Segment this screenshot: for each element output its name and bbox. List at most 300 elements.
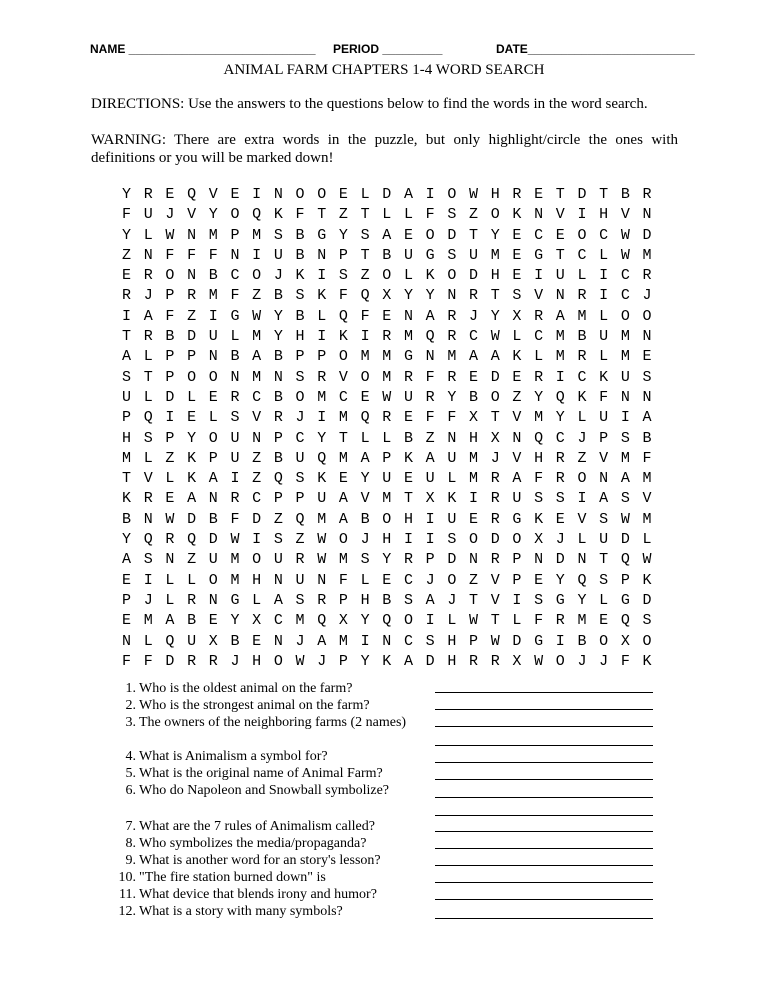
grid-letter[interactable]: U [143,206,153,224]
grid-letter[interactable]: A [425,307,435,325]
grid-letter[interactable]: T [122,328,132,346]
grid-letter[interactable]: W [317,531,327,549]
grid-letter[interactable]: T [555,246,565,264]
grid-letter[interactable]: Y [555,571,565,589]
grid-letter[interactable]: N [230,368,240,386]
grid-letter[interactable]: H [469,429,479,447]
grid-letter[interactable]: X [512,307,522,325]
grid-letter[interactable]: Q [187,531,197,549]
grid-letter[interactable]: K [425,267,435,285]
grid-letter[interactable]: D [447,226,457,244]
grid-letter[interactable]: R [187,652,197,670]
grid-letter[interactable]: Z [273,510,283,528]
grid-letter[interactable]: V [512,409,522,427]
grid-letter[interactable]: X [252,612,262,630]
grid-letter[interactable]: O [403,612,413,630]
grid-letter[interactable]: P [273,429,283,447]
grid-letter[interactable]: V [338,368,348,386]
grid-letter[interactable]: U [273,246,283,264]
grid-letter[interactable]: R [425,388,435,406]
grid-letter[interactable]: J [555,531,565,549]
grid-letter[interactable]: N [403,307,413,325]
grid-letter[interactable]: A [187,490,197,508]
grid-letter[interactable]: T [490,409,500,427]
grid-letter[interactable]: I [208,307,218,325]
grid-letter[interactable]: V [512,449,522,467]
grid-letter[interactable]: W [165,226,175,244]
grid-letter[interactable]: N [230,246,240,264]
grid-letter[interactable]: C [403,571,413,589]
grid-letter[interactable]: S [122,368,132,386]
grid-letter[interactable]: O [555,652,565,670]
grid-letter[interactable]: A [165,612,175,630]
grid-letter[interactable]: C [534,328,544,346]
grid-letter[interactable]: F [620,652,630,670]
answer-blank[interactable] [435,692,653,693]
grid-letter[interactable]: Q [620,551,630,569]
grid-letter[interactable]: C [338,388,348,406]
grid-letter[interactable]: O [252,267,262,285]
grid-letter[interactable]: P [382,449,392,467]
grid-letter[interactable]: H [490,267,500,285]
grid-letter[interactable]: M [208,287,218,305]
grid-letter[interactable]: O [252,551,262,569]
grid-letter[interactable]: N [143,246,153,264]
grid-letter[interactable]: T [555,186,565,203]
grid-letter[interactable]: E [403,226,413,244]
grid-letter[interactable]: M [490,246,500,264]
grid-letter[interactable]: S [512,287,522,305]
grid-letter[interactable]: Y [403,287,413,305]
grid-letter[interactable]: O [382,510,392,528]
grid-letter[interactable]: Q [577,571,587,589]
grid-letter[interactable]: D [187,328,197,346]
grid-letter[interactable]: U [599,531,609,549]
grid-letter[interactable]: Z [165,449,175,467]
grid-letter[interactable]: R [230,388,240,406]
grid-letter[interactable]: E [208,388,218,406]
grid-letter[interactable]: B [165,328,175,346]
grid-letter[interactable]: K [187,470,197,488]
grid-letter[interactable]: B [620,186,630,203]
grid-letter[interactable]: P [338,591,348,609]
grid-letter[interactable]: L [447,612,457,630]
grid-letter[interactable]: K [447,490,457,508]
grid-letter[interactable]: Y [425,287,435,305]
grid-letter[interactable]: R [382,328,392,346]
grid-letter[interactable]: T [317,206,327,224]
grid-letter[interactable]: J [490,449,500,467]
grid-letter[interactable]: C [252,490,262,508]
grid-letter[interactable]: D [469,267,479,285]
grid-letter[interactable]: M [447,348,457,366]
grid-letter[interactable]: G [230,307,240,325]
grid-letter[interactable]: L [642,531,652,549]
grid-letter[interactable]: L [143,226,153,244]
grid-letter[interactable]: U [187,632,197,650]
grid-letter[interactable]: S [642,612,652,630]
grid-letter[interactable]: R [143,267,153,285]
grid-letter[interactable]: B [208,510,218,528]
grid-letter[interactable]: L [534,348,544,366]
grid-letter[interactable]: E [512,267,522,285]
grid-letter[interactable]: H [360,591,370,609]
grid-letter[interactable]: A [403,652,413,670]
grid-letter[interactable]: K [122,490,132,508]
grid-letter[interactable]: E [382,307,392,325]
grid-letter[interactable]: D [555,551,565,569]
grid-letter[interactable]: L [230,328,240,346]
grid-letter[interactable]: Q [252,206,262,224]
grid-letter[interactable]: E [252,632,262,650]
grid-letter[interactable]: E [512,368,522,386]
grid-letter[interactable]: Q [360,409,370,427]
grid-letter[interactable]: Q [143,409,153,427]
grid-letter[interactable]: P [338,246,348,264]
grid-letter[interactable]: M [208,226,218,244]
grid-letter[interactable]: F [122,652,132,670]
grid-letter[interactable]: R [512,186,522,203]
grid-letter[interactable]: R [642,186,652,203]
grid-letter[interactable]: I [252,246,262,264]
grid-letter[interactable]: G [534,246,544,264]
grid-letter[interactable]: E [642,348,652,366]
grid-letter[interactable]: Z [469,571,479,589]
grid-letter[interactable]: W [382,388,392,406]
grid-letter[interactable]: N [447,429,457,447]
grid-letter[interactable]: N [534,551,544,569]
grid-letter[interactable]: J [447,591,457,609]
grid-letter[interactable]: O [577,470,587,488]
answer-blank[interactable] [435,797,653,798]
grid-letter[interactable]: E [122,571,132,589]
grid-letter[interactable]: N [317,246,327,264]
grid-letter[interactable]: S [534,591,544,609]
grid-letter[interactable]: J [143,287,153,305]
grid-letter[interactable]: V [642,490,652,508]
grid-letter[interactable]: I [512,591,522,609]
grid-letter[interactable]: D [577,186,587,203]
grid-letter[interactable]: M [469,470,479,488]
grid-letter[interactable]: O [360,368,370,386]
grid-letter[interactable]: V [490,571,500,589]
grid-letter[interactable]: M [534,409,544,427]
grid-letter[interactable]: S [143,429,153,447]
grid-letter[interactable]: C [469,328,479,346]
grid-letter[interactable]: M [338,449,348,467]
grid-letter[interactable]: O [165,267,175,285]
grid-letter[interactable]: P [230,226,240,244]
grid-letter[interactable]: Z [295,531,305,549]
grid-letter[interactable]: R [555,612,565,630]
grid-letter[interactable]: O [642,632,652,650]
grid-letter[interactable]: Y [534,388,544,406]
grid-letter[interactable]: Z [469,206,479,224]
grid-letter[interactable]: A [620,470,630,488]
grid-letter[interactable]: O [295,388,305,406]
grid-letter[interactable]: J [469,307,479,325]
grid-letter[interactable]: E [469,368,479,386]
grid-letter[interactable]: I [252,531,262,549]
grid-letter[interactable]: R [555,470,565,488]
grid-letter[interactable]: K [295,267,305,285]
answer-blank[interactable] [435,779,653,780]
grid-letter[interactable]: U [403,388,413,406]
grid-letter[interactable]: S [555,490,565,508]
grid-letter[interactable]: P [165,368,175,386]
grid-letter[interactable]: K [642,571,652,589]
grid-letter[interactable]: E [555,226,565,244]
grid-letter[interactable]: D [208,531,218,549]
grid-letter[interactable]: X [534,531,544,549]
grid-letter[interactable]: B [382,591,392,609]
grid-letter[interactable]: F [360,307,370,325]
grid-letter[interactable]: N [208,591,218,609]
grid-letter[interactable]: C [577,246,587,264]
grid-letter[interactable]: R [187,287,197,305]
grid-letter[interactable]: R [187,591,197,609]
grid-letter[interactable]: D [512,632,522,650]
grid-letter[interactable]: F [599,388,609,406]
grid-letter[interactable]: L [599,246,609,264]
grid-letter[interactable]: M [338,551,348,569]
grid-letter[interactable]: D [490,368,500,386]
grid-letter[interactable]: T [490,287,500,305]
grid-letter[interactable]: X [469,409,479,427]
grid-letter[interactable]: O [208,368,218,386]
grid-letter[interactable]: U [447,510,457,528]
grid-letter[interactable]: K [403,449,413,467]
grid-letter[interactable]: H [490,186,500,203]
grid-letter[interactable]: O [230,206,240,224]
grid-letter[interactable]: B [122,510,132,528]
grid-letter[interactable]: R [534,368,544,386]
grid-letter[interactable]: I [360,328,370,346]
grid-letter[interactable]: J [577,429,587,447]
grid-letter[interactable]: O [577,226,587,244]
grid-letter[interactable]: Y [187,429,197,447]
grid-letter[interactable]: H [252,652,262,670]
grid-letter[interactable]: M [642,510,652,528]
grid-letter[interactable]: F [208,246,218,264]
grid-letter[interactable]: R [230,490,240,508]
grid-letter[interactable]: U [620,368,630,386]
grid-letter[interactable]: M [642,246,652,264]
grid-letter[interactable]: C [620,267,630,285]
grid-letter[interactable]: W [620,246,630,264]
grid-letter[interactable]: L [447,470,457,488]
answer-blank[interactable] [435,882,653,883]
grid-letter[interactable]: K [317,470,327,488]
answer-blank[interactable] [435,762,653,763]
grid-letter[interactable]: L [360,571,370,589]
grid-letter[interactable]: A [208,470,218,488]
grid-letter[interactable]: F [165,307,175,325]
grid-letter[interactable]: R [122,287,132,305]
answer-blank[interactable] [435,831,653,832]
grid-letter[interactable]: N [187,226,197,244]
grid-letter[interactable]: P [273,490,283,508]
grid-letter[interactable]: F [165,246,175,264]
grid-letter[interactable]: M [382,368,392,386]
grid-letter[interactable]: O [295,186,305,203]
grid-letter[interactable]: B [273,388,283,406]
grid-letter[interactable]: O [447,571,457,589]
grid-letter[interactable]: U [122,388,132,406]
grid-letter[interactable]: M [577,307,587,325]
grid-letter[interactable]: H [599,206,609,224]
grid-letter[interactable]: U [230,449,240,467]
grid-letter[interactable]: R [403,551,413,569]
grid-letter[interactable]: C [230,267,240,285]
grid-letter[interactable]: L [317,307,327,325]
grid-letter[interactable]: Z [577,449,587,467]
grid-letter[interactable]: U [230,429,240,447]
grid-letter[interactable]: T [122,470,132,488]
grid-letter[interactable]: J [425,571,435,589]
grid-letter[interactable]: B [230,632,240,650]
grid-letter[interactable]: R [490,490,500,508]
grid-letter[interactable]: Z [425,429,435,447]
grid-letter[interactable]: F [425,368,435,386]
grid-letter[interactable]: M [382,490,392,508]
grid-letter[interactable]: N [208,490,218,508]
grid-letter[interactable]: H [447,652,457,670]
grid-letter[interactable]: A [360,449,370,467]
grid-letter[interactable]: N [642,206,652,224]
grid-letter[interactable]: N [273,186,283,203]
grid-letter[interactable]: A [338,490,348,508]
grid-letter[interactable]: C [599,226,609,244]
grid-letter[interactable]: E [338,470,348,488]
grid-letter[interactable]: X [338,612,348,630]
grid-letter[interactable]: G [620,591,630,609]
grid-letter[interactable]: Q [165,632,175,650]
grid-letter[interactable]: M [620,449,630,467]
grid-letter[interactable]: U [382,470,392,488]
grid-letter[interactable]: F [143,652,153,670]
grid-letter[interactable]: N [208,348,218,366]
grid-letter[interactable]: L [252,591,262,609]
grid-letter[interactable]: A [143,307,153,325]
grid-letter[interactable]: Y [273,328,283,346]
grid-letter[interactable]: L [143,388,153,406]
grid-letter[interactable]: E [534,571,544,589]
grid-letter[interactable]: U [208,551,218,569]
grid-letter[interactable]: A [555,307,565,325]
grid-letter[interactable]: G [403,348,413,366]
grid-letter[interactable]: A [338,510,348,528]
grid-letter[interactable]: E [122,612,132,630]
grid-letter[interactable]: B [382,246,392,264]
grid-letter[interactable]: B [273,287,283,305]
grid-letter[interactable]: G [425,246,435,264]
grid-letter[interactable]: S [295,470,305,488]
grid-letter[interactable]: B [403,429,413,447]
grid-letter[interactable]: S [295,591,305,609]
grid-letter[interactable]: B [295,226,305,244]
grid-letter[interactable]: I [425,612,435,630]
grid-letter[interactable]: Y [447,388,457,406]
grid-letter[interactable]: W [295,652,305,670]
grid-letter[interactable]: R [447,328,457,346]
grid-letter[interactable]: U [295,571,305,589]
grid-letter[interactable]: O [338,348,348,366]
grid-letter[interactable]: E [208,612,218,630]
grid-letter[interactable]: U [512,490,522,508]
grid-letter[interactable]: G [534,632,544,650]
grid-letter[interactable]: T [360,206,370,224]
grid-letter[interactable]: R [490,652,500,670]
grid-letter[interactable]: G [317,226,327,244]
grid-letter[interactable]: Y [230,612,240,630]
grid-letter[interactable]: I [317,328,327,346]
grid-letter[interactable]: Y [490,226,500,244]
grid-letter[interactable]: D [165,652,175,670]
grid-letter[interactable]: S [360,551,370,569]
grid-letter[interactable]: P [425,551,435,569]
grid-letter[interactable]: X [512,652,522,670]
grid-letter[interactable]: I [425,531,435,549]
grid-letter[interactable]: L [512,328,522,346]
grid-letter[interactable]: Y [382,551,392,569]
grid-letter[interactable]: H [252,571,262,589]
grid-letter[interactable]: N [273,368,283,386]
grid-letter[interactable]: I [599,267,609,285]
grid-letter[interactable]: Y [122,186,132,203]
grid-letter[interactable]: M [230,551,240,569]
grid-letter[interactable]: I [577,206,587,224]
grid-letter[interactable]: E [360,388,370,406]
grid-letter[interactable]: C [273,612,283,630]
grid-letter[interactable]: S [620,490,630,508]
grid-letter[interactable]: N [252,429,262,447]
grid-letter[interactable]: V [360,490,370,508]
grid-letter[interactable]: S [230,409,240,427]
grid-letter[interactable]: S [620,429,630,447]
grid-letter[interactable]: U [317,490,327,508]
grid-letter[interactable]: Q [382,612,392,630]
grid-letter[interactable]: R [642,267,652,285]
grid-letter[interactable]: F [642,449,652,467]
grid-letter[interactable]: R [490,470,500,488]
grid-letter[interactable]: D [165,388,175,406]
grid-letter[interactable]: X [382,287,392,305]
grid-letter[interactable]: E [512,246,522,264]
grid-letter[interactable]: U [208,328,218,346]
grid-letter[interactable]: H [447,632,457,650]
grid-letter[interactable]: M [555,348,565,366]
grid-letter[interactable]: K [382,652,392,670]
grid-letter[interactable]: O [208,429,218,447]
grid-letter[interactable]: V [599,449,609,467]
grid-letter[interactable]: S [273,531,283,549]
grid-letter[interactable]: L [143,348,153,366]
grid-letter[interactable]: K [512,348,522,366]
grid-letter[interactable]: K [599,368,609,386]
grid-letter[interactable]: G [512,510,522,528]
grid-letter[interactable]: Q [620,612,630,630]
grid-letter[interactable]: R [143,328,153,346]
grid-letter[interactable]: O [642,307,652,325]
grid-letter[interactable]: A [252,348,262,366]
grid-letter[interactable]: R [577,348,587,366]
grid-letter[interactable]: Q [317,449,327,467]
grid-letter[interactable]: V [555,206,565,224]
grid-letter[interactable]: Y [360,470,370,488]
grid-letter[interactable]: Z [187,551,197,569]
grid-letter[interactable]: M [469,449,479,467]
